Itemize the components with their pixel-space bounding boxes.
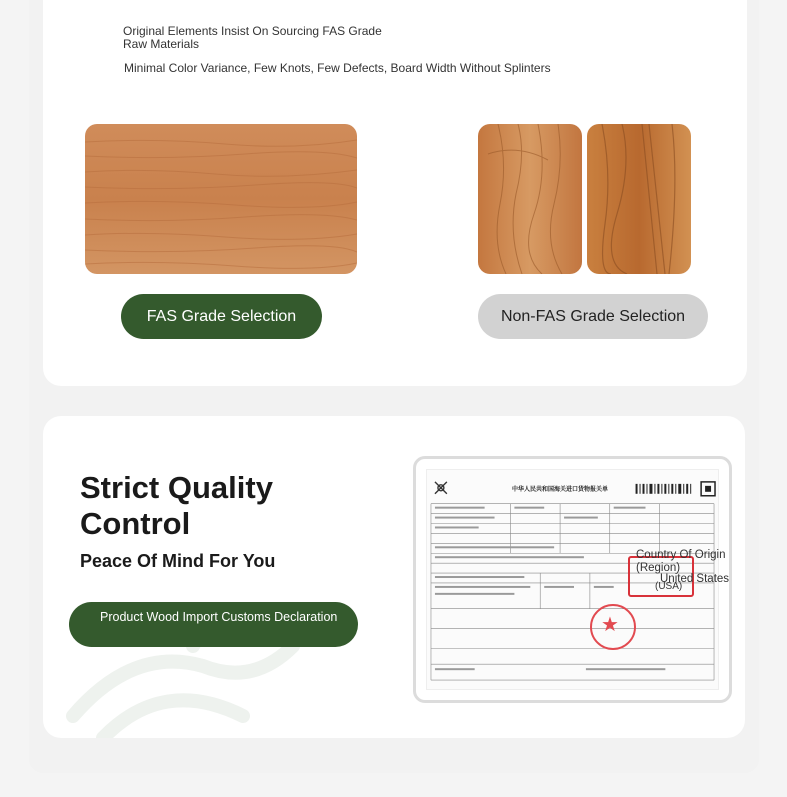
origin-label: Country Of Origin (Region) bbox=[636, 549, 726, 574]
fas-grade-button[interactable]: FAS Grade Selection bbox=[121, 294, 322, 339]
quality-subheading: Peace Of Mind For You bbox=[80, 551, 276, 571]
intro-line-1: Original Elements Insist On Sourcing FAS Grade Raw Materials bbox=[123, 24, 382, 51]
intro-line-2: Minimal Color Variance, Few Knots, Few Defects, Board Width Without Splinters bbox=[124, 61, 551, 75]
stamp-star-icon: ★ bbox=[601, 614, 619, 636]
non-fas-wood-sample-1 bbox=[478, 124, 582, 274]
customs-document-title: 中华人民共和国海关进口货物报关单 bbox=[512, 487, 609, 493]
origin-code: (USA) bbox=[655, 581, 683, 592]
customs-declaration-button[interactable]: Product Wood Import Customs Declaration bbox=[69, 602, 358, 647]
non-fas-grade-button[interactable]: Non-FAS Grade Selection bbox=[478, 294, 708, 339]
non-fas-wood-sample-2 bbox=[587, 124, 691, 274]
fas-wood-sample bbox=[85, 124, 357, 274]
quality-heading: Strict Quality Control bbox=[80, 470, 273, 541]
origin-value: United States bbox=[660, 573, 730, 585]
